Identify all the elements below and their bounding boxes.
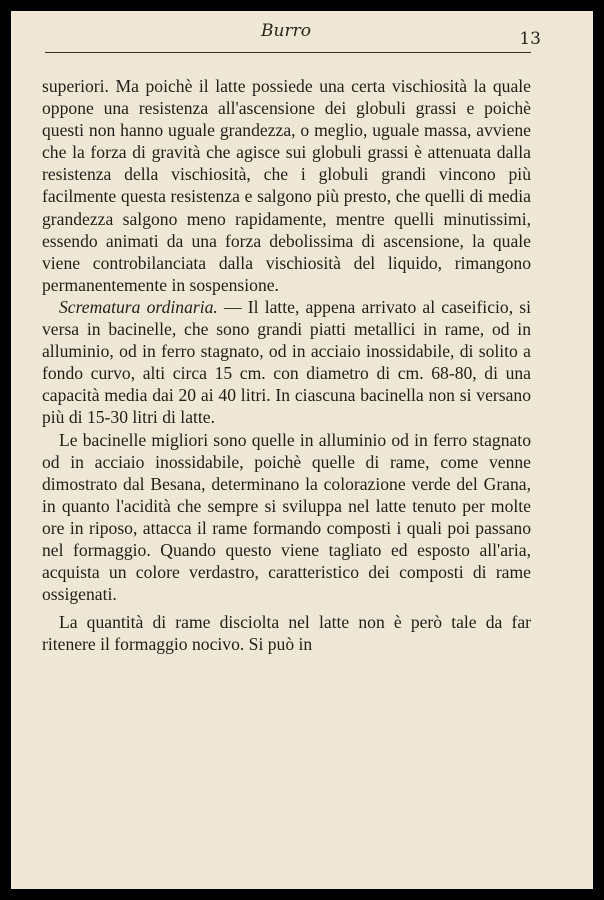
paragraph-rame [42, 611, 531, 655]
book-page [11, 11, 593, 889]
paragraph-text: La quantità di rame disciolta nel latte non è però tale da far ritenere il formaggio nocivo. Si può in [42, 612, 531, 655]
paragraph-bacinelle [42, 429, 531, 606]
paragraph-text: — Il latte, appena arrivato al caseificio, si versa in bacinelle, che sono grandi piatti metallici in rame, od in alluminio, od in ferro stagnato, od in acciaio inossidabile, di solito a fondo curvo, alti circa 15 cm. con diametro di cm. 68-80, di una capacità media dai 20 ai 40 litri. In ciascuna bacinella non si versano più di 15-30 litri di latte. [42, 296, 532, 428]
body-text [42, 75, 531, 655]
section-heading: Scrematura ordinaria. [59, 296, 218, 317]
running-title: Burro [261, 21, 311, 41]
paragraph-text: superiori. Ma poichè il latte possiede una certa vischiosità la quale oppone una resistenza all'ascensione dei globuli grassi e poichè questi non hanno uguale grandezza, o meglio, uguale massa, avviene che la forza di gravità che agisce sui globuli grassi è attenuata dalla resistenza della vischiosità, che i globuli grandi vincono più facilmente questa resistenza e salgono più presto, che quelli di media grandezza salgono meno rapidamente, mentre quelli minutissimi, essendo animati da una forza debolissima di ascensione, la quale viene controbilanciata dalla vischiosità del liquido, rimangono permanentemente in sospensione. [42, 76, 531, 295]
page-number: 13 [519, 29, 541, 49]
paragraph-continued [42, 75, 531, 296]
header-rule [45, 52, 531, 53]
paragraph-text: Le bacinelle migliori sono quelle in alluminio od in ferro stagnato od in acciaio inossidabile, poichè quelle di rame, come venne dimostrato dal Besana, determinano la colorazione verde del Grana, in quanto l'acidità che sempre si sviluppa nel latte tenuto per molte ore in riposo, attacca il rame formando composti i quali poi passano nel formaggio. Quando questo viene tagliato ed esposto all'aria, acquista un colore verdastro, caratteristico dei composti di rame ossigenati. [42, 429, 531, 605]
paragraph-scrematura [42, 296, 531, 429]
